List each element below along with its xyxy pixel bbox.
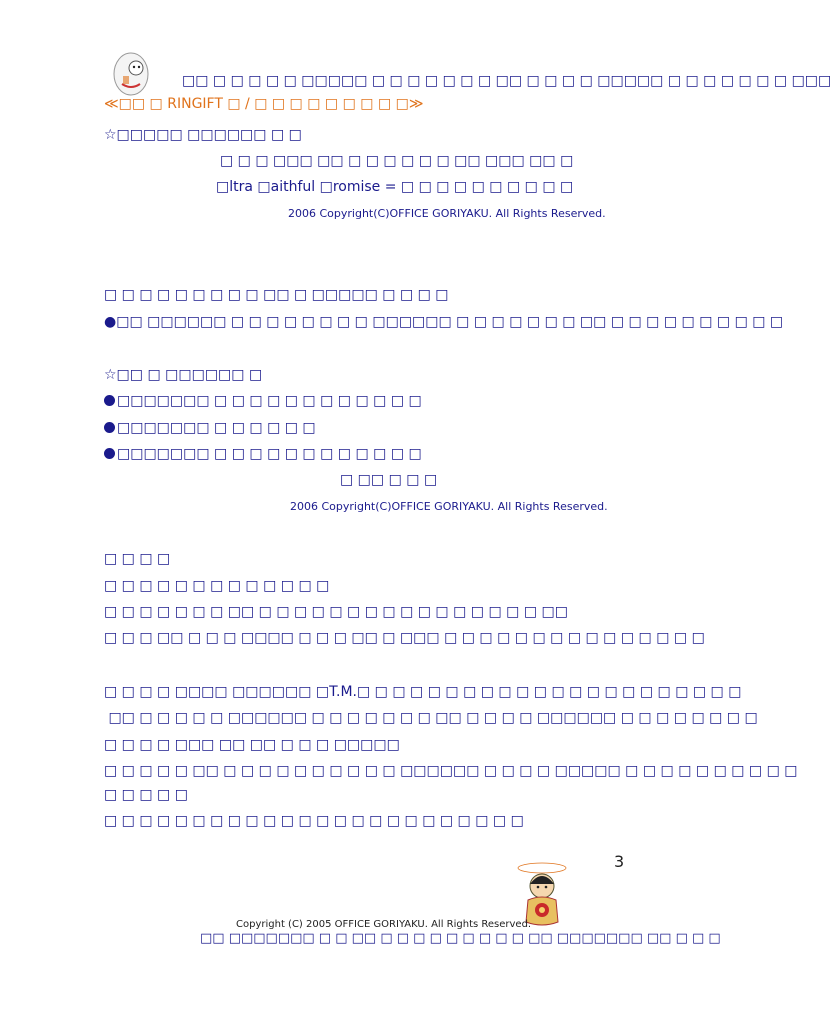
- footer-line2: □□ □□□□□□□ □ □ □□ □ □ □ □ □ □ □ □ □ □□ □□□□□□□ □□ □ □ □: [200, 931, 721, 946]
- section3-copyright: 2006 Copyright(C)OFFICE GORIYAKU. All Rights Reserved.: [290, 500, 608, 513]
- section2-line1: □ □ □ □ □ □ □ □ □ □□ □ □□□□□ □ □ □ □: [104, 287, 449, 303]
- page-number: 3: [614, 852, 625, 871]
- section1-heading: ☆□□□□□ □□□□□□ □ □: [104, 127, 302, 143]
- bullet-item: □□□□□□□ □ □ □ □ □ □ □ □ □ □ □ □: [104, 392, 422, 410]
- section5-line: □ □ □ □ □ □□ □ □ □ □ □ □ □ □ □ □ □□□□□□ □ □ □ □ □□□□□ □ □ □ □ □ □ □ □ □ □: [104, 763, 798, 779]
- bullet-item: □□□□□□□ □ □ □ □ □ □ □ □ □ □ □ □: [104, 445, 422, 463]
- section4-line: □ □ □ □ □ □ □ □ □ □ □ □ □: [104, 578, 330, 594]
- section4-line: □ □ □ □□ □ □ □ □□□□ □ □ □ □□ □ □□□ □ □ □ □ □ □ □ □ □ □ □ □ □ □ □: [104, 630, 705, 646]
- header-subtitle: ≪□□ □ RINGIFT □ / □ □ □ □ □ □ □ □ □≫: [104, 96, 424, 112]
- bullet-icon: [104, 448, 115, 459]
- bullet-icon: [104, 422, 115, 433]
- section5-line: □ □ □ □ □: [104, 787, 188, 803]
- section1-copyright: 2006 Copyright(C)OFFICE GORIYAKU. All Rights Reserved.: [288, 207, 606, 220]
- mascot-top-icon: [108, 50, 154, 98]
- bullet-item: □□□□□□□ □ □ □ □ □ □: [104, 419, 316, 437]
- section3-heading: ☆□□ □ □□□□□□ □: [104, 367, 263, 383]
- header-title: □□ □ □ □ □ □ □□□□□ □ □ □ □ □ □ □ □□ □ □ □ □ □□□□□ □ □ □ □ □ □ □ □□□: [182, 73, 831, 89]
- section1-line2: □ltra □aithful □romise = □ □ □ □ □ □ □ □ □ □: [216, 179, 574, 195]
- footer-copyright: Copyright (C) 2005 OFFICE GORIYAKU. All Rights Reserved.: [236, 919, 532, 930]
- section2-line2: ●□□ □□□□□□ □ □ □ □ □ □ □ □ □□□□□□ □ □ □ □ □ □ □ □□ □ □ □ □ □ □ □ □ □ □: [104, 314, 784, 330]
- section5-line1: □ □ □ □ □□□□ □□□□□□ □T.M.□ □ □ □ □ □ □ □ □ □ □ □ □ □ □ □ □ □ □ □ □ □: [104, 684, 742, 700]
- section5-line: □ □ □ □ □□□ □□ □□ □ □ □ □□□□□: [104, 737, 400, 753]
- section5-line: □□ □ □ □ □ □ □□□□□□ □ □ □ □ □ □ □ □□ □ □ □ □ □□□□□□ □ □ □ □ □ □ □ □: [104, 710, 758, 726]
- section3-sign: □ □□ □ □ □: [340, 472, 438, 488]
- section4-line: □ □ □ □ □ □ □ □□ □ □ □ □ □ □ □ □ □ □ □ □ □ □ □ □ □□: [104, 604, 568, 620]
- section5-line: □ □ □ □ □ □ □ □ □ □ □ □ □ □ □ □ □ □ □ □ □ □ □ □: [104, 813, 524, 829]
- bullet-icon: [104, 395, 115, 406]
- section1-line1: □ □ □ □□□ □□ □ □ □ □ □ □ □□ □□□ □□ □: [220, 153, 574, 169]
- section4-heading: □ □ □ □: [104, 551, 171, 567]
